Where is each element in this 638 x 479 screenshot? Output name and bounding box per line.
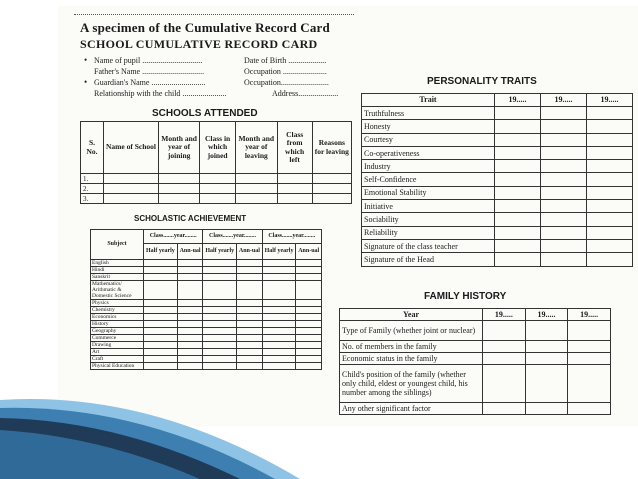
col-year: 19..... [483, 309, 526, 321]
col-half-yearly: Half yearly [203, 244, 237, 260]
trait-row-label: Truthfulness [362, 107, 495, 120]
subject-row-label: Mathematics/ Arithmatic & Domestic Science [91, 281, 144, 300]
col-trait: Trait [362, 94, 495, 107]
guardian-name-field: Guardian's Name ........................... [94, 78, 206, 87]
col-year: 19..... [568, 309, 611, 321]
col-sno: S. No. [81, 122, 104, 174]
subject-row-label: English [91, 260, 144, 267]
family-row-label: No. of members in the family [340, 341, 483, 353]
col-class-2: Class.......year........ [203, 230, 262, 244]
dob-field: Date of Birth ................... [244, 56, 327, 65]
trait-row-label: Courtesy [362, 133, 495, 146]
trait-row-label: Signature of the class teacher [362, 239, 495, 252]
col-annual: Ann-ual [177, 244, 203, 260]
trait-row-label: Sociability [362, 213, 495, 226]
subject-row-label: Sanskrit [91, 274, 144, 281]
guardian-occupation-field: Occupation........................ [244, 78, 329, 87]
subject-row-label: Hindi [91, 267, 144, 274]
bullet: • [84, 55, 88, 65]
specimen-title: A specimen of the Cumulative Record Card [80, 20, 330, 35]
address-field: Address.................... [272, 89, 339, 98]
subject-row-label: Geography [91, 328, 144, 335]
col-annual: Ann-ual [237, 244, 263, 260]
col-month-leaving: Month and year of leaving [235, 122, 277, 174]
pupil-name-field: Name of pupil .............................. [94, 56, 203, 65]
trait-row-label: Signature of the Head [362, 253, 495, 266]
bullet: • [84, 77, 88, 87]
trait-row-label: Industry [362, 160, 495, 173]
trait-row-label: Emotional Stability [362, 186, 495, 199]
col-class-1: Class.......year........ [144, 230, 203, 244]
family-row-label: Child's position of the family (whether only child, eldest or youngest child, his number among the siblings) [340, 365, 483, 403]
col-annual: Ann-ual [296, 244, 322, 260]
subject-row-label: Craft [91, 356, 144, 363]
col-half-yearly: Half yearly [262, 244, 296, 260]
trait-row-label: Co-operativeness [362, 146, 495, 159]
col-year: 19..... [525, 309, 568, 321]
col-school-name: Name of School [104, 122, 159, 174]
trait-row-label: Initiative [362, 200, 495, 213]
row-number: 2. [81, 184, 104, 194]
col-class-3: Class.......year........ [262, 230, 321, 244]
relationship-field: Relationship with the child ...................... [94, 89, 227, 98]
scholastic-title: SCHOLASTIC ACHIEVEMENT [134, 214, 247, 223]
col-reasons: Reasons for leaving [312, 122, 351, 174]
family-row-label: Economic status in the family [340, 353, 483, 365]
subject-row-label: History [91, 321, 144, 328]
col-year-label: Year [340, 309, 483, 321]
col-month-joining: Month and year of joining [159, 122, 200, 174]
subject-row-label: Physics [91, 300, 144, 307]
col-class-left: Class from which left [277, 122, 312, 174]
subject-row-label: Chemistry [91, 307, 144, 314]
trait-row-label: Self-Confidence [362, 173, 495, 186]
trait-row-label: Reliability [362, 226, 495, 239]
row-number: 1. [81, 174, 104, 184]
family-row-label: Any other significant factor [340, 403, 483, 415]
col-class-joined: Class in which joined [200, 122, 236, 174]
subject-row-label: Economics [91, 314, 144, 321]
card-title: SCHOOL CUMULATIVE RECORD CARD [80, 37, 318, 51]
col-half-yearly: Half yearly [144, 244, 178, 260]
schools-attended-title: SCHOOLS ATTENDED [152, 108, 258, 119]
col-subject: Subject [91, 230, 144, 260]
subject-row-label: Art [91, 349, 144, 356]
subject-row-label: Drawing [91, 342, 144, 349]
trait-row-label: Honesty [362, 120, 495, 133]
col-year: 19..... [495, 94, 541, 107]
col-year: 19..... [541, 94, 587, 107]
family-history-title: FAMILY HISTORY [424, 291, 507, 302]
row-number: 3. [81, 194, 104, 204]
subject-row-label: Physical Education [91, 363, 144, 370]
father-occupation-field: Occupation ...................... [244, 67, 327, 76]
col-year: 19..... [587, 94, 633, 107]
personality-title: PERSONALITY TRAITS [427, 76, 537, 87]
family-row-label: Type of Family (whether joint or nuclear) [340, 321, 483, 341]
subject-row-label: Commerce [91, 335, 144, 342]
father-name-field: Father's Name ............................... [94, 67, 205, 76]
